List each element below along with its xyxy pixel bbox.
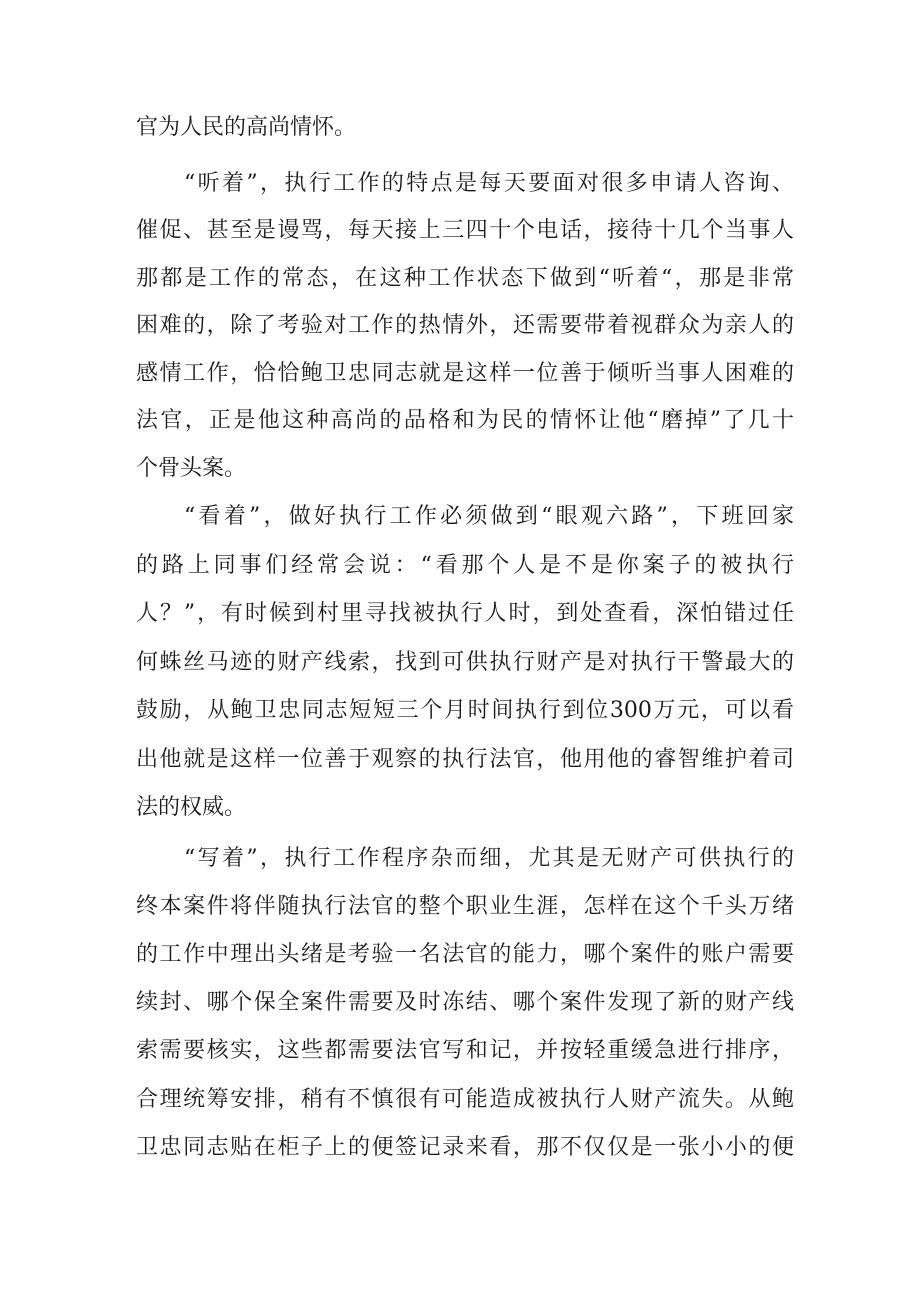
text-line: 法官，正是他这种高尚的品格和为民的情怀让他“磨掉”了几十 (136, 408, 794, 433)
text-line: 法的权威。 (136, 795, 247, 820)
text-line: 续封、哪个保全案件需要及时冻结、哪个案件发现了新的财产线 (136, 990, 794, 1015)
text-line: 官为人民的高尚情怀。 (136, 115, 357, 140)
text-line: 合理统筹安排，稍有不慎很有可能造成被执行人财产流失。从鲍 (136, 1087, 794, 1112)
text-line: 困难的，除了考验对工作的热情外，还需要带着视群众为亲人的 (136, 313, 794, 338)
text-line: 人？”，有时候到村里寻找被执行人时，到处查看，深怕错过任 (136, 601, 794, 626)
text-line: 那都是工作的常态，在这种工作状态下做到“听着“，那是非常 (136, 266, 794, 291)
text-line: 的工作中理出头绪是考验一名法官的能力，哪个案件的账户需要 (136, 942, 794, 967)
text-line: 个骨头案。 (136, 456, 247, 481)
text-line: 的路上同事们经常会说：“看那个人是不是你案子的被执行 (136, 553, 794, 578)
text-line: 感情工作，恰恰鲍卫忠同志就是这样一位善于倾听当事人困难的 (136, 361, 794, 386)
text-line: 索需要核实，这些都需要法官写和记，并按轻重缓急进行排序， (136, 1038, 794, 1063)
text-line: 终本案件将伴随执行法官的整个职业生涯，怎样在这个千头万绪 (136, 894, 794, 919)
text-line: 出他就是这样一位善于观察的执行法官，他用他的睿智维护着司 (136, 747, 794, 772)
paragraph-first-line: “听着”，执行工作的特点是每天要面对很多申请人咨询、 (184, 171, 794, 196)
text-line: 卫忠同志贴在柜子上的便签记录来看，那不仅仅是一张小小的便 (136, 1135, 794, 1160)
text-line: 鼓励，从鲍卫忠同志短短三个月时间执行到位300万元，可以看 (136, 698, 794, 723)
text-line: 催促、甚至是谩骂，每天接上三四十个电话，接待十几个当事人 (136, 218, 794, 243)
paragraph-first-line: “写着”，执行工作程序杂而细，尤其是无财产可供执行的 (184, 846, 794, 871)
paragraph-first-line: “看着”，做好执行工作必须做到“眼观六路”，下班回家 (184, 504, 794, 529)
text-line: 何蛛丝马迹的财产线索，找到可供执行财产是对执行干警最大的 (136, 650, 794, 675)
